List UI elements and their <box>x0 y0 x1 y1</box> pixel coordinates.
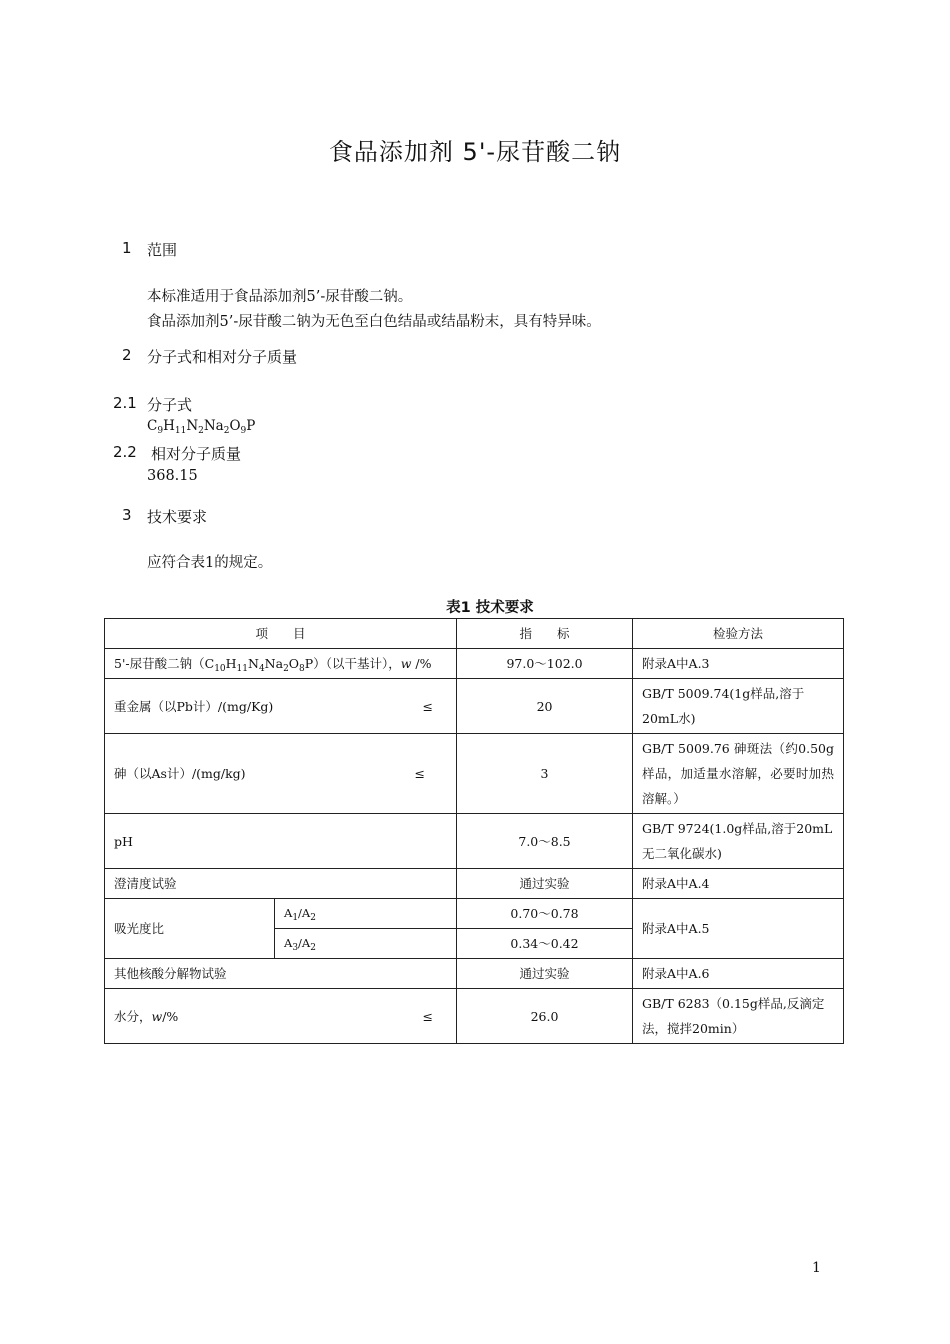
table-row <box>105 649 844 679</box>
row-method: 附录A中A.6 <box>633 959 844 989</box>
text-segment: P <box>246 418 256 434</box>
row-item: 澄清度试验 <box>105 869 457 899</box>
section-3-text: 应符合表1的规定。 <box>147 555 273 571</box>
row-value: 通过实验 <box>457 869 633 899</box>
row-method: GB/T 5009.76 砷斑法（约0.50g样品，加适量水溶解，必要时加热溶解。） <box>633 734 844 814</box>
section-1-number: 1 <box>122 239 132 257</box>
subscript: 8 <box>299 664 305 674</box>
section-2-2-number: 2.2 <box>113 443 137 461</box>
row-item <box>105 679 457 734</box>
subscript: 11 <box>174 426 187 436</box>
table-row <box>105 869 844 899</box>
row-value: 0.70～0.78 <box>457 899 633 929</box>
table-row <box>105 899 844 929</box>
molecular-formula <box>147 418 255 434</box>
table-row <box>105 989 844 1044</box>
subscript: 11 <box>236 664 248 674</box>
text-segment: w <box>400 656 412 671</box>
header-indicator: 指 标 <box>457 619 633 649</box>
header-item: 项 目 <box>105 619 457 649</box>
text-segment: H <box>163 418 175 434</box>
molecular-mass-value: 368.15 <box>147 468 198 484</box>
row-value: 7.0～8.5 <box>457 814 633 869</box>
row-item-text: 重金属（以Pb计）/(mg/Kg) <box>114 698 274 714</box>
text-segment: /% <box>162 1008 179 1024</box>
section-3-title: 技术要求 <box>147 508 208 526</box>
text-segment: A <box>284 906 293 920</box>
row-value: 26.0 <box>457 989 633 1044</box>
row-item <box>105 649 457 679</box>
subscript: 2 <box>310 943 316 953</box>
row-subitem <box>275 899 457 929</box>
table-row <box>105 814 844 869</box>
row-value: 3 <box>457 734 633 814</box>
technical-requirements-table <box>104 618 844 1044</box>
section-2-title: 分子式和相对分子质量 <box>147 348 298 366</box>
table-header-row <box>105 619 844 649</box>
row-value: 0.34～0.42 <box>457 929 633 959</box>
header-method: 检验方法 <box>633 619 844 649</box>
row-method: GB/T 9724(1.0g样品,溶于20mL无二氧化碳水) <box>633 814 844 869</box>
row-item: pH <box>105 814 457 869</box>
text-segment: 水分， <box>114 1008 152 1024</box>
row-item <box>105 734 457 814</box>
text-segment: O <box>288 656 300 671</box>
subscript: 10 <box>214 664 226 674</box>
row-method: GB/T 5009.74(1g样品,溶于20mL水) <box>633 679 844 734</box>
subscript: 3 <box>292 943 299 953</box>
subscript: 9 <box>157 426 164 436</box>
text-segment: N <box>186 418 199 434</box>
text-segment: A <box>284 936 293 950</box>
section-2-1-title: 分子式 <box>147 396 193 414</box>
section-1-line-1: 本标准适用于食品添加剂5’-尿苷酸二钠。 <box>147 289 413 305</box>
table-row <box>105 734 844 814</box>
row-value: 通过实验 <box>457 959 633 989</box>
subscript: 2 <box>198 426 204 436</box>
subscript: 9 <box>240 426 247 436</box>
row-item-text <box>114 1009 178 1024</box>
table-row <box>105 679 844 734</box>
text-segment: O <box>229 418 241 434</box>
text-segment: P）（以干基计）， <box>304 656 401 671</box>
text-segment: /A <box>298 936 311 950</box>
row-method: 附录A中A.5 <box>633 899 844 959</box>
row-subitem <box>275 929 457 959</box>
subscript: 2 <box>283 664 289 674</box>
row-value: 20 <box>457 679 633 734</box>
section-1-title: 范围 <box>147 241 178 259</box>
subscript: 2 <box>310 913 316 923</box>
row-item: 吸光度比 <box>105 899 275 959</box>
table-row <box>105 959 844 989</box>
le-sign: ≤ <box>422 1008 434 1024</box>
text-segment: Na <box>203 418 224 434</box>
text-segment: H <box>225 656 237 671</box>
text-segment: 5'-尿苷酸二钠（C <box>114 656 215 671</box>
text-segment: Na <box>264 656 284 671</box>
le-sign: ≤ <box>422 698 434 714</box>
row-item: 其他核酸分解物试验 <box>105 959 457 989</box>
row-method: 附录A中A.3 <box>633 649 844 679</box>
le-sign: ≤ <box>414 766 426 781</box>
text-segment: w <box>151 1008 163 1024</box>
table-caption: 表1 技术要求 <box>446 600 534 616</box>
subscript: 1 <box>292 913 299 923</box>
section-2-1-number: 2.1 <box>113 394 137 412</box>
section-2-number: 2 <box>122 346 132 364</box>
row-item <box>105 989 457 1044</box>
row-method: 附录A中A.4 <box>633 869 844 899</box>
document-title: 食品添加剂 5'-尿苷酸二钠 <box>328 138 622 166</box>
text-segment: /A <box>298 906 311 920</box>
page-number: 1 <box>812 1260 821 1276</box>
row-item-text: 砷（以As计）/(mg/kg) <box>114 766 246 781</box>
text-segment: C <box>147 418 158 434</box>
section-1-line-2: 食品添加剂5’-尿苷酸二钠为无色至白色结晶或结晶粉末，具有特异味。 <box>147 314 601 330</box>
text-segment: N <box>248 656 259 671</box>
row-value: 97.0～102.0 <box>457 649 633 679</box>
subscript: 4 <box>258 664 265 674</box>
subscript: 2 <box>223 426 230 436</box>
text-segment: /% <box>411 656 432 671</box>
section-2-2-title: 相对分子质量 <box>151 445 242 463</box>
section-3-number: 3 <box>122 506 132 524</box>
row-method: GB/T 6283（0.15g样品,反滴定法，搅拌20min） <box>633 989 844 1044</box>
